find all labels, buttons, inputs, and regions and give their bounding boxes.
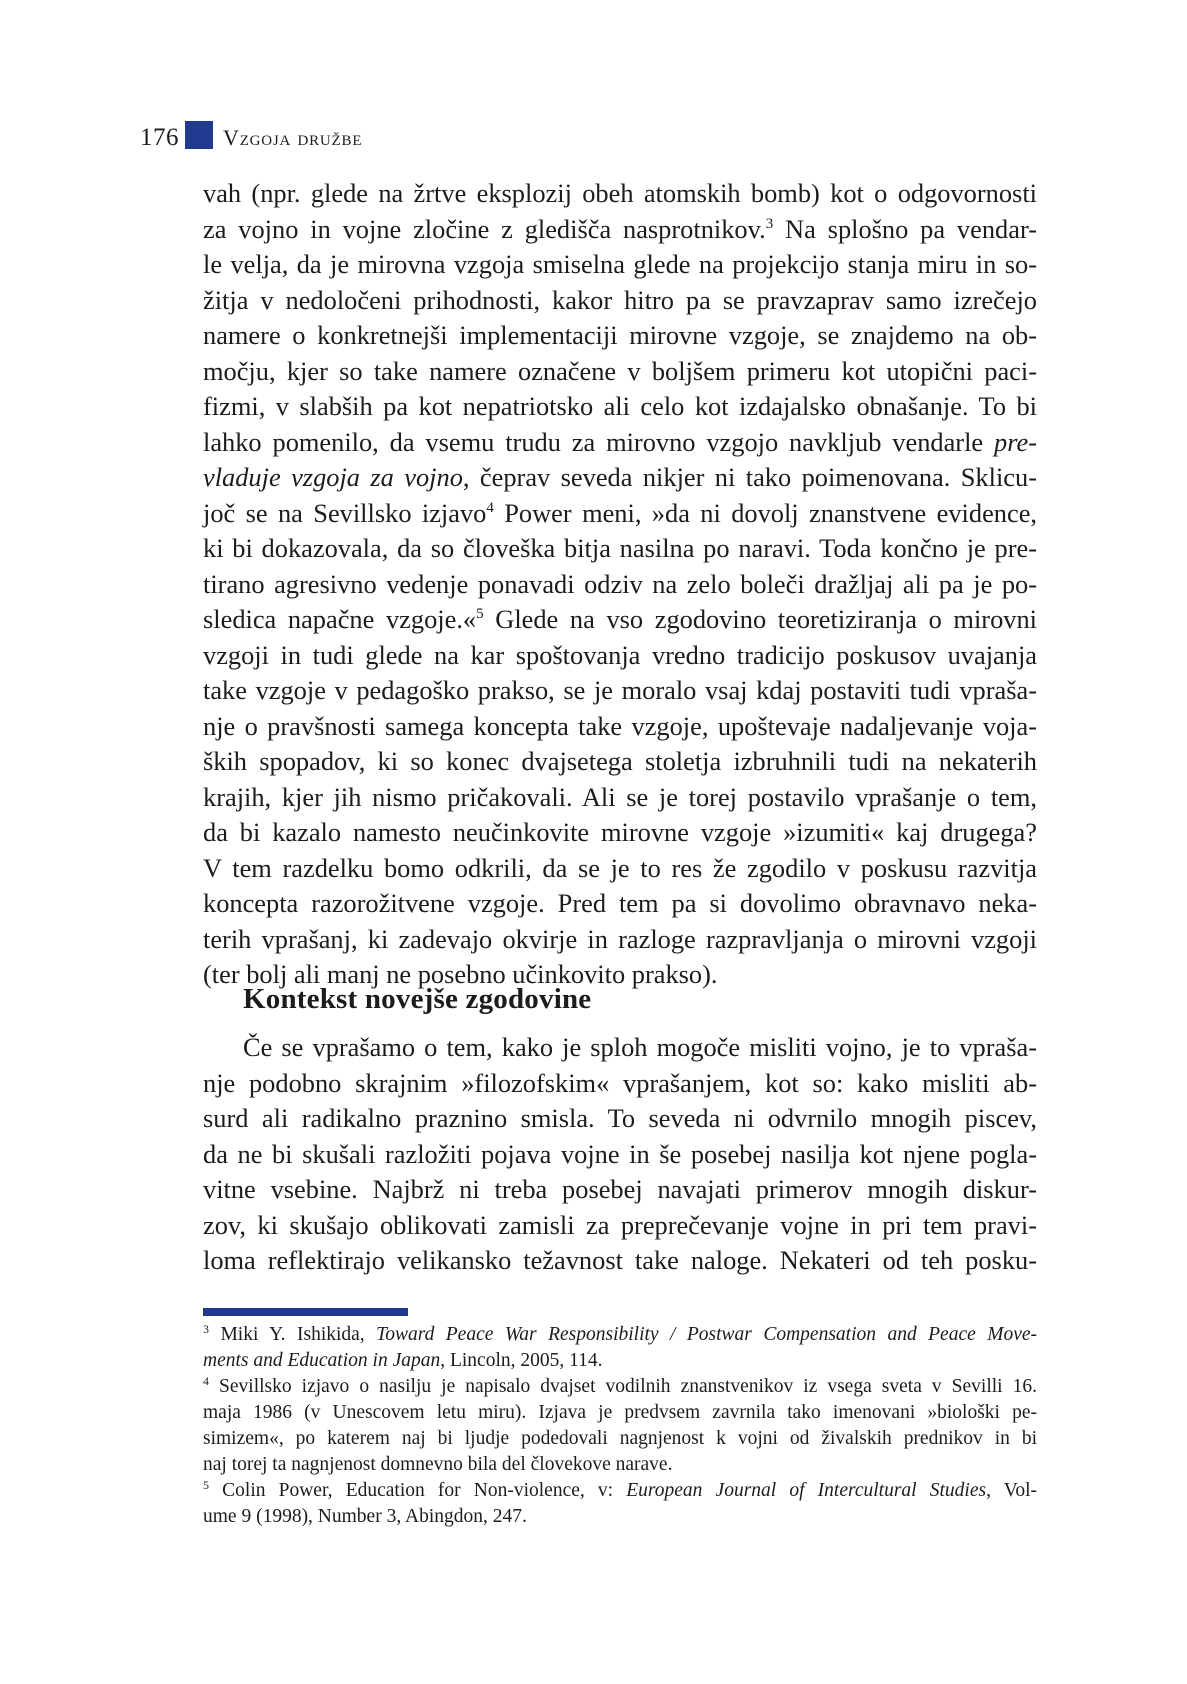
text-line: terih vprašanj, ki zadevajo okvirje in razloge razpravljanja o mirovni vzgoji — [203, 923, 1037, 954]
text-line: žitja v nedoločeni prihodnosti, kakor hitro pa se pravzaprav samo izrečejo — [203, 284, 1037, 315]
footnote-line: ments and Education in Japan, Lincoln, 2005, 114. — [203, 1350, 603, 1371]
section-heading: Kontekst novejše zgodovine — [243, 983, 592, 1015]
header-square-mark — [185, 121, 213, 149]
text-line: tirano agresivno vedenje ponavadi odziv na zelo boleči dražljaj ali pa je po- — [203, 568, 1037, 599]
text-line: ki bi dokazovala, da so človeška bitja nasilna po naravi. Toda končno je pre- — [203, 533, 1037, 563]
footnotes — [203, 1322, 1037, 1530]
footnote-number: 4 — [203, 1374, 209, 1388]
text-line: da ne bi skušali razložiti pojava vojne in še posebej nasilja kot njene pogla- — [203, 1138, 1037, 1169]
footnote-line: $^3$ Miki Y. Ishikida, Toward Peace War Responsibility / Postwar Compensation and Peace Move- — [203, 1322, 1038, 1345]
footnote-3 — [203, 1322, 1037, 1374]
text-line: fizmi, v slabših pa kot nepatriotsko ali celo kot izdajalsko obnašanje. To bi — [203, 391, 1037, 421]
running-title: Vzgoja družbe — [223, 125, 363, 150]
text-line: (ter bolj ali manj ne posebno učinkovito prakso). — [203, 959, 718, 989]
text-line: koncepta razorožitvene vzgoje. Pred tem pa si dovolimo obravnavo neka- — [203, 888, 1037, 918]
page-number: 176 — [140, 124, 179, 151]
text-line: le velja, da je mirovna vzgoja smiselna glede na projekcijo stanja miru in so- — [203, 249, 1037, 279]
footnote-number: 3 — [203, 1322, 209, 1336]
text-line: zov, ki skušajo oblikovati zamisli za preprečevanje vojne in pri tem pravi- — [203, 1209, 1037, 1240]
text-line: V tem razdelku bomo odkrili, da se je to res že zgodilo v poskusu razvitja — [203, 852, 1037, 883]
text-line: take vzgoje v pedagoško prakso, se je moralo vsaj kdaj postaviti tudi vpraša- — [203, 675, 1037, 705]
footnote-ref: 3 — [765, 215, 774, 232]
footnote-line: $^5$ Colin Power, Education for Non-violence, v: European Journal of Intercultural Studies, Vol- — [203, 1478, 1037, 1501]
footnote-5 — [203, 1478, 1037, 1530]
text-line: Če se vprašamo o tem, kako je sploh mogoče misliti vojno, je to vpraša- — [243, 1032, 1037, 1062]
footnote-line: maja 1986 (v Unescovem letu miru). Izjava je predvsem zavrnila tako imenovani »biološki pe- — [203, 1402, 1037, 1423]
text-line: ških spopadov, ki so konec dvajsetega stoletja izbruhnili tudi na nekaterih — [203, 746, 1037, 776]
text-line: vah (npr. glede na žrtve eksplozij obeh atomskih bomb) kot o odgovornosti — [203, 178, 1037, 208]
text-line: sledica napačne vzgoje.«$^5$ Glede na vso zgodovino teoretiziranja o mirovni — [203, 604, 1038, 634]
text-line: loma reflektirajo velikansko težavnost take naloge. Nekateri od teh posku- — [203, 1245, 1037, 1275]
text-line: za vojno in vojne zločine z gledišča nasprotnikov.$^3$ Na splošno pa vendar- — [203, 213, 1037, 244]
footnote-4 — [203, 1374, 1037, 1478]
footnote-line: simizem«, po katerem naj bi ljudje podedovali nagnjenost k vojni od živalskih prednikov in bi — [203, 1428, 1037, 1449]
footnote-line: ume 9 (1998), Number 3, Abingdon, 247. — [203, 1506, 527, 1527]
text-line: surd ali radikalno praznino smisla. To seveda ni odvrnilo mnogih piscev, — [203, 1103, 1037, 1133]
text-line: vzgoji in tudi glede na kar spoštovanja vredno tradicijo poskusov uvajanja — [203, 639, 1037, 670]
text-line: namere o konkretnejši implementaciji mirovne vzgoje, se znajdemo na ob- — [203, 320, 1037, 350]
text-line: joč se na Sevillsko izjavo$^4$ Power meni, »da ni dovolj znanstvene evidence, — [203, 497, 1038, 528]
footnote-line: $^4$ Sevillsko izjavo o nasilju je napisalo dvajset vodilnih znanstvenikov iz vsega sveta v Sevilli 16. — [203, 1374, 1037, 1397]
text-line: krajih, kjer jih nismo pričakovali. Ali se je torej postavilo vprašanje o tem, — [203, 781, 1037, 812]
footnote-separator — [203, 1308, 408, 1316]
footnote-number: 5 — [203, 1478, 209, 1492]
text-line: nje o pravšnosti samega koncepta take vzgoje, upoštevaje nadaljevanje voja- — [203, 710, 1037, 741]
page-header — [140, 119, 362, 157]
text-line: nje podobno skrajnim »filozofskim« vprašanjem, kot so: kako misliti ab- — [203, 1067, 1037, 1098]
footnote-line: naj torej ta nagnjenost domnevno bila del človekove narave. — [203, 1454, 673, 1475]
body-paragraph-1 — [203, 176, 1037, 993]
text-line: lahko pomenilo, da vsemu trudu za mirovno vzgojo navkljub vendarle pre- — [203, 426, 1037, 457]
text-line: močju, kjer so take namere označene v boljšem primeru kot utopični paci- — [203, 355, 1037, 386]
footnote-ref: 5 — [476, 606, 484, 622]
text-line: vitne vsebine. Najbrž ni treba posebej navajati primerov mnogih diskur- — [203, 1174, 1037, 1204]
body-paragraph-2 — [203, 1030, 1037, 1279]
footnote-ref: 4 — [486, 499, 494, 516]
text-line: da bi kazalo namesto neučinkovite mirovne vzgoje »izumiti« kaj drugega? — [203, 817, 1037, 847]
text-line: vladuje vzgoja za vojno, čeprav seveda nikjer ni tako poimenovana. Sklicu- — [203, 462, 1037, 492]
